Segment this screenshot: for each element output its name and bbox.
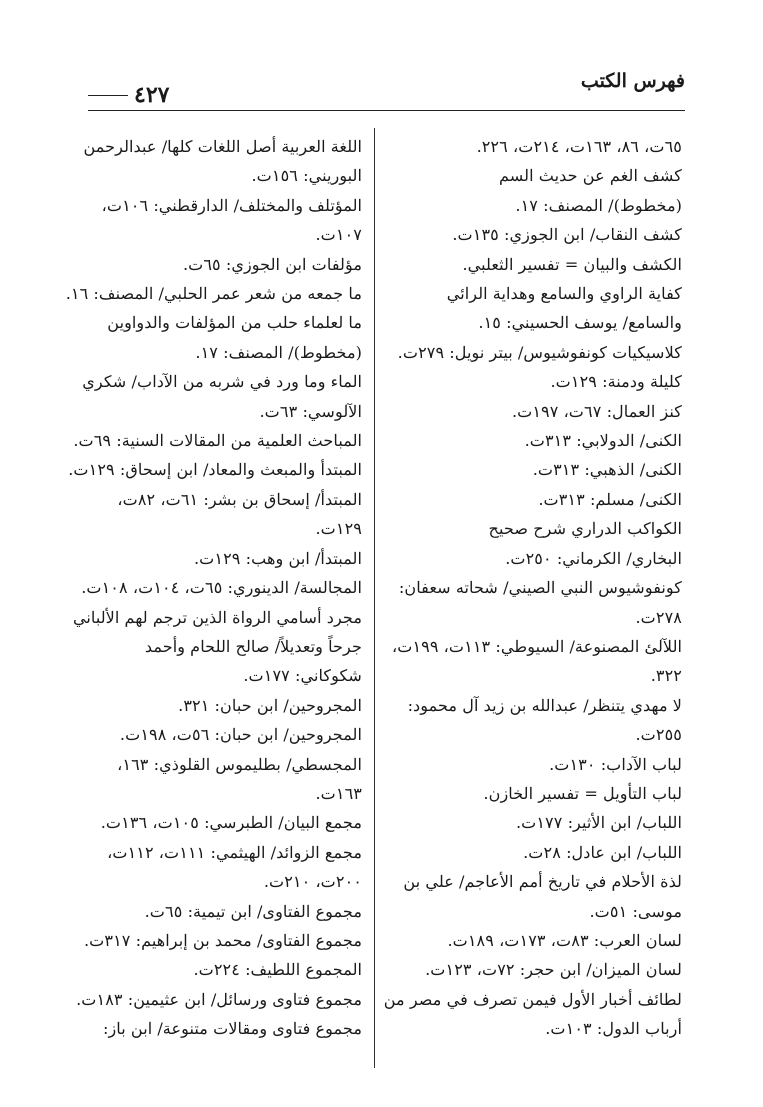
index-entry-line: كنز العمال: ٦٧ت، ١٩٧ت. xyxy=(511,401,682,421)
index-entry-line: ما لعلماء حلب من المؤلفات والدواوين xyxy=(107,313,362,333)
index-entry-line: لباب التأويل = تفسير الخازن. xyxy=(483,783,682,803)
index-entry-line: موسى: ٥١ت. xyxy=(589,901,682,921)
index-entry-line: مجموع فتاوى ومقالات متنوعة/ ابن باز: xyxy=(103,1019,362,1039)
index-entry-line: المجالسة/ الدينوري: ٦٥ت، ١٠٤ت، ١٠٨ت. xyxy=(81,578,362,598)
index-entry-line: المؤتلف والمختلف/ الدارقطني: ١٠٦ت، xyxy=(101,195,362,215)
index-entry-line: ٢٠٠ت، ٢١٠ت. xyxy=(263,872,362,892)
page-header xyxy=(88,66,685,111)
index-entry-line: لسان الميزان/ ابن حجر: ٧٢ت، ١٢٣ت. xyxy=(425,960,682,980)
index-entry-line: مؤلفات ابن الجوزي: ٦٥ت. xyxy=(182,254,362,274)
header-rule-left xyxy=(88,95,128,96)
index-column-right xyxy=(382,132,682,1044)
index-entry-line: المبتدأ والمبعث والمعاد/ ابن إسحاق: ١٢٩ت. xyxy=(68,460,362,480)
index-entry-line: اللباب/ ابن عادل: ٢٨ت. xyxy=(523,842,682,862)
index-column-left xyxy=(62,132,362,1044)
index-entry-line: كلاسيكيات كونفوشيوس/ بيتر نويل: ٢٧٩ت. xyxy=(397,342,682,362)
index-entry-line: المجروحين/ ابن حبان: ٥٦ت، ١٩٨ت. xyxy=(119,725,362,745)
index-entry-line: أرباب الدول: ١٠٣ت. xyxy=(545,1019,682,1039)
index-entry-line: مجمع البيان/ الطبرسي: ١٠٥ت، ١٣٦ت. xyxy=(100,813,362,833)
index-entry-line: مجمع الزوائد/ الهيثمي: ١١١ت، ١١٢ت، xyxy=(107,842,362,862)
index-entry-line: مجرد أسامي الرواة الذين ترجم لهم الألباني xyxy=(72,607,362,627)
index-entry-line: كونفوشيوس النبي الصيني/ شحاته سعفان: xyxy=(398,578,682,598)
index-entry-line: (مخطوط)/ المصنف: ١٧. xyxy=(515,195,682,215)
index-entry-line: ١٠٧ت. xyxy=(315,225,362,245)
index-entry-line: ٢٧٨ت. xyxy=(635,607,682,627)
index-entry-line: المبتدأ/ إسحاق بن بشر: ٦١ت، ٨٢ت، xyxy=(117,489,362,509)
index-entry-line: المجروحين/ ابن حبان: ٣٢١. xyxy=(178,695,362,715)
index-entry-line: مجموع الفتاوى/ ابن تيمية: ٦٥ت. xyxy=(144,901,362,921)
index-entry-line: كشف النقاب/ ابن الجوزي: ١٣٥ت. xyxy=(452,225,682,245)
index-entry-line: الماء وما ورد في شربه من الآداب/ شكري xyxy=(82,372,362,392)
index-entry-line: الكنى/ مسلم: ٣١٣ت. xyxy=(538,489,682,509)
index-entry-line: مجموع فتاوى ورسائل/ ابن عثيمين: ١٨٣ت. xyxy=(76,989,362,1009)
index-entry-line: لذة الأحلام في تاريخ أمم الأعاجم/ علي بن xyxy=(403,872,682,892)
index-entry-line: ٣٢٢. xyxy=(650,666,682,686)
index-entry-line: ٦٥ت، ٨٦، ١٦٣ت، ٢١٤ت، ٢٢٦. xyxy=(476,137,682,156)
index-entry-line: لسان العرب: ٨٣ت، ١٧٣ت، ١٨٩ت. xyxy=(447,930,682,950)
index-entry-line: ١٦٣ت. xyxy=(315,783,362,803)
index-entry-line: كشف الغم عن حديث السم xyxy=(498,166,682,186)
index-entry-line: جرحاً وتعديلاً/ صالح اللحام وأحمد xyxy=(144,636,362,656)
index-entry-line: الكشف والبيان = تفسير الثعلبي. xyxy=(462,254,682,274)
index-entry-line: ما جمعه من شعر عمر الحلبي/ المصنف: ١٦. xyxy=(65,284,362,304)
index-entry-line: الكواكب الدراري شرح صحيح xyxy=(488,519,682,539)
index-entry-line: (مخطوط)/ المصنف: ١٧. xyxy=(195,342,362,362)
running-title: فهرس الكتب xyxy=(580,70,685,92)
index-entry-line: البخاري/ الكرماني: ٢٥٠ت. xyxy=(505,548,682,568)
index-entry-line: المجسطي/ بطليموس القلوذي: ١٦٣، xyxy=(117,754,362,774)
page-number: ٤٢٧ xyxy=(128,82,175,108)
index-entry-line: المجموع اللطيف: ٢٢٤ت. xyxy=(193,960,362,980)
index-entry-line: ١٢٩ت. xyxy=(315,519,362,539)
index-entry-line: الكنى/ الدولابي: ٣١٣ت. xyxy=(524,431,682,451)
index-entry-line: مجموع الفتاوى/ محمد بن إبراهيم: ٣١٧ت. xyxy=(84,930,362,950)
index-entry-line: والسامع/ يوسف الحسيني: ١٥. xyxy=(478,313,682,333)
index-entry-line: الآلوسي: ٦٣ت. xyxy=(259,401,362,421)
index-entry-line: لا مهدي يتنظر/ عبدالله بن زيد آل محمود: xyxy=(407,695,682,715)
index-entry-line: اللغة العربية أصل اللغات كلها/ عبدالرحمن xyxy=(83,137,362,156)
index-entry-line: المبتدأ/ ابن وهب: ١٢٩ت. xyxy=(194,548,362,568)
index-entry-line: كفاية الراوي والسامع وهداية الرائي xyxy=(446,284,682,304)
index-entry-line: المباحث العلمية من المقالات السنية: ٦٩ت. xyxy=(73,431,362,451)
index-entry-line: لطائف أخبار الأول فيمن تصرف في مصر من xyxy=(383,989,682,1009)
index-entry-line: اللآلئ المصنوعة/ السيوطي: ١١٣ت، ١٩٩ت، xyxy=(391,636,682,656)
index-entry-line: اللباب/ ابن الأثير: ١٧٧ت. xyxy=(515,813,682,833)
column-divider xyxy=(374,128,375,1068)
index-entry-line: البوريني: ١٥٦ت. xyxy=(251,166,362,186)
index-entry-line: كليلة ودمنة: ١٢٩ت. xyxy=(550,372,682,392)
index-entry-line: ٢٥٥ت. xyxy=(635,725,682,745)
index-entry-line: الكنى/ الذهبي: ٣١٣ت. xyxy=(532,460,682,480)
index-entry-line: شكوكاني: ١٧٧ت. xyxy=(243,666,362,686)
index-entry-line: لباب الآداب: ١٣٠ت. xyxy=(549,754,682,774)
